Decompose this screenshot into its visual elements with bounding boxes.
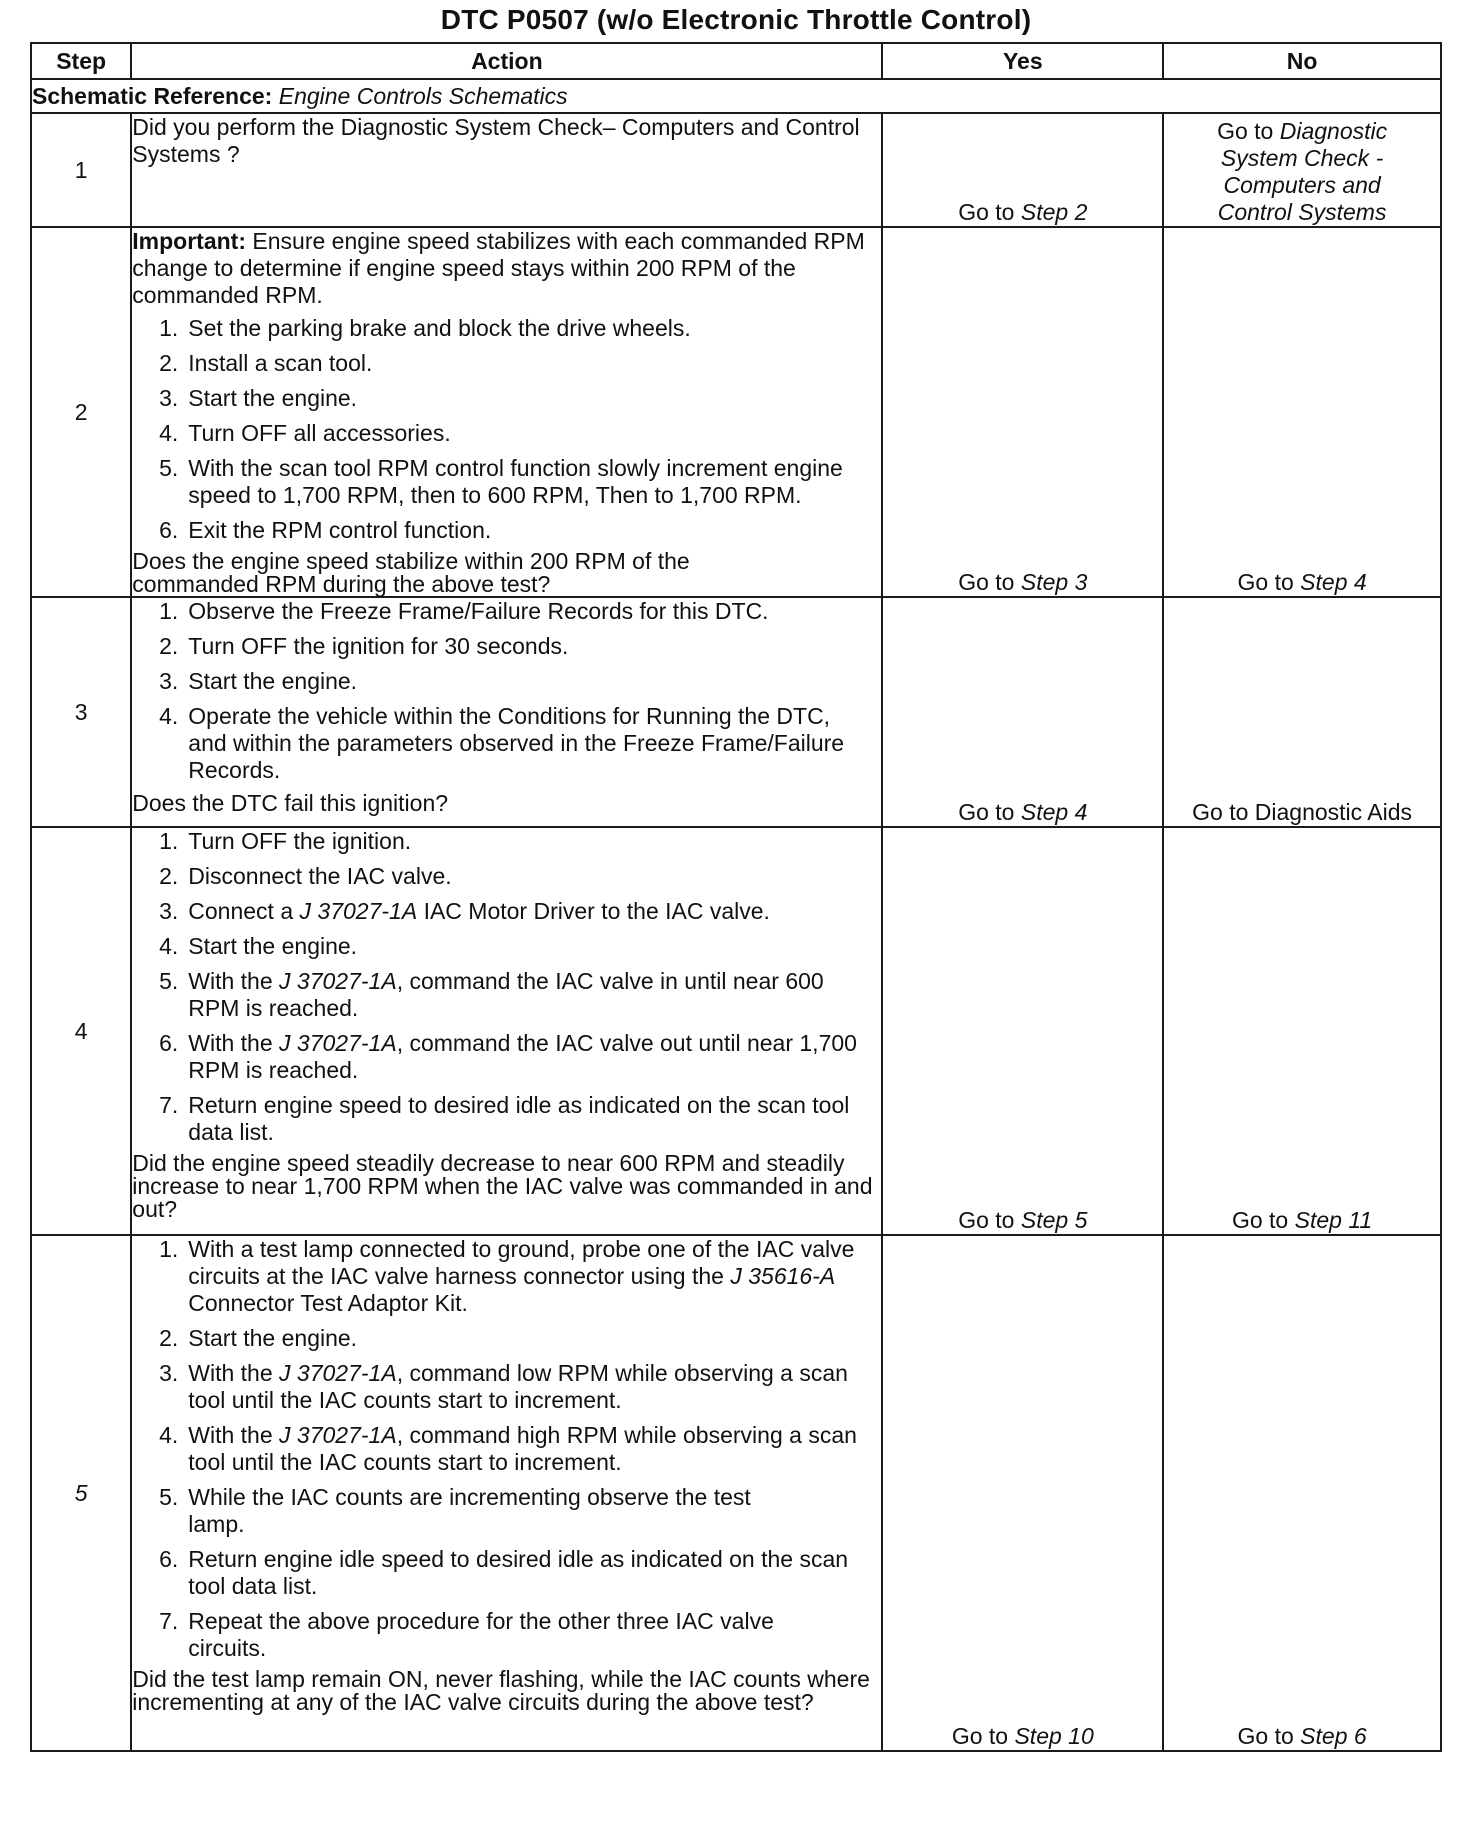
no-cell	[1163, 1235, 1441, 1751]
item-number: 1.	[159, 1236, 179, 1262]
item-number: 3.	[159, 385, 179, 411]
list-item	[132, 315, 881, 342]
header-yes: Yes	[882, 43, 1163, 79]
item-text: Disconnect the IAC valve.	[188, 863, 452, 889]
item-text: , command the IAC valve in until near 600 RPM is reached.	[188, 968, 824, 1021]
item-number: 2.	[159, 1325, 179, 1351]
list-item	[132, 828, 881, 855]
item-text: Observe the Freeze Frame/Failure Records for this DTC.	[188, 598, 769, 624]
yes-cell	[882, 227, 1163, 597]
important-note	[132, 228, 881, 309]
schematic-reference-row	[31, 79, 1441, 113]
no-prefix: Go to	[1237, 1723, 1294, 1749]
yes-step-link[interactable]: Step 3	[1020, 569, 1088, 595]
item-text: With the	[188, 1360, 273, 1386]
list-item	[132, 668, 881, 695]
list-item	[132, 1422, 881, 1476]
schematic-reference	[31, 79, 1441, 113]
tool-reference: J 37027-1A	[279, 968, 397, 994]
table-row	[31, 227, 1441, 597]
yes-cell	[882, 113, 1163, 227]
item-text: Start the engine.	[188, 1325, 358, 1351]
item-number: 6.	[159, 1546, 179, 1572]
step-question: Does the DTC fail this ignition?	[132, 790, 449, 816]
list-item	[132, 633, 881, 660]
no-cell	[1163, 113, 1441, 227]
item-text: Operate the vehicle within the Conditions for Running the DTC, and within the parameters observed in the Freeze Frame/Failure Records.	[188, 703, 845, 783]
item-number: 4.	[159, 933, 179, 959]
step-question: Did the test lamp remain ON, never flashing, while the IAC counts where incrementing at any of the IAC valve circuits during the above test?	[132, 1666, 870, 1715]
header-action: Action	[131, 43, 882, 79]
step-question: Did you perform the Diagnostic System Check– Computers and Control Systems ?	[132, 114, 860, 167]
action-cell	[131, 827, 882, 1235]
action-cell	[131, 227, 882, 597]
yes-cell	[882, 827, 1163, 1235]
item-number: 4.	[159, 703, 179, 729]
list-item	[132, 1236, 881, 1317]
item-number: 6.	[159, 517, 179, 543]
step-number: 4	[31, 827, 131, 1235]
item-number: 1.	[159, 315, 179, 341]
list-item	[132, 517, 881, 544]
step-question: Did the engine speed steadily decrease to near 600 RPM and steadily increase to near 1,700 RPM when the IAC valve was commanded in and out?	[132, 1150, 873, 1222]
table-row	[31, 1235, 1441, 1751]
no-cell	[1163, 597, 1441, 827]
item-number: 3.	[159, 1360, 179, 1386]
item-number: 7.	[159, 1608, 179, 1634]
item-text: Return engine idle speed to desired idle as indicated on the scan tool data list.	[188, 1546, 849, 1599]
item-text: With the scan tool RPM control function slowly increment engine speed to 1,700 RPM, then to 600 RPM, Then to 1,700 RPM.	[188, 455, 843, 508]
item-text: With the	[188, 1030, 273, 1056]
important-text: Ensure engine speed stabilizes with each commanded RPM change to determine if engine speed stays within 200 RPM of the commanded RPM.	[132, 228, 865, 308]
item-text: With a test lamp connected to ground, probe one of the IAC valve circuits at the IAC valve harness connector using the	[188, 1236, 855, 1289]
list-item	[132, 1092, 881, 1146]
item-text: Connect a	[188, 898, 294, 924]
no-cell	[1163, 227, 1441, 597]
item-text: Start the engine.	[188, 933, 358, 959]
item-number: 5.	[159, 455, 179, 481]
no-prefix: Go to	[1231, 1207, 1289, 1233]
no-step-link[interactable]: Diagnostic System Check - Computers and Control Systems	[1217, 118, 1388, 225]
header-no: No	[1163, 43, 1441, 79]
action-cell	[131, 597, 882, 827]
item-number: 6.	[159, 1030, 179, 1056]
item-text: Start the engine.	[188, 385, 358, 411]
yes-prefix: Go to	[958, 569, 1015, 595]
list-item	[132, 933, 881, 960]
item-number: 4.	[159, 420, 179, 446]
item-text: , command low RPM while observing a scan tool until the IAC counts start to increment.	[188, 1360, 848, 1413]
list-item	[132, 1030, 881, 1084]
list-item	[132, 455, 881, 509]
yes-step-link[interactable]: Step 10	[1014, 1723, 1094, 1749]
table-row	[31, 597, 1441, 827]
item-number: 3.	[159, 898, 179, 924]
list-item	[132, 1360, 881, 1414]
no-prefix: Go to	[1217, 118, 1274, 144]
item-text: Install a scan tool.	[188, 350, 373, 376]
yes-prefix: Go to	[958, 199, 1015, 225]
no-diagnostic-aids-link[interactable]: Go to Diagnostic Aids	[1192, 799, 1413, 825]
list-item	[132, 898, 881, 925]
item-number: 1.	[159, 598, 179, 624]
tool-reference: J 37027-1A	[299, 898, 418, 924]
tool-reference: J 37027-1A	[279, 1030, 397, 1056]
item-text: With the	[188, 968, 273, 994]
list-item	[132, 703, 881, 784]
procedure-list	[132, 828, 881, 1146]
yes-step-link[interactable]: Step 2	[1020, 199, 1088, 225]
schematic-reference-link[interactable]: Engine Controls Schematics	[278, 82, 568, 109]
no-step-link[interactable]: Step 11	[1294, 1207, 1373, 1233]
step-number: 5	[31, 1235, 131, 1751]
yes-prefix: Go to	[958, 1207, 1015, 1233]
item-text: Connector Test Adaptor Kit.	[188, 1290, 468, 1316]
item-text: Turn OFF all accessories.	[188, 420, 451, 446]
yes-cell	[882, 1235, 1163, 1751]
page-title: DTC P0507 (w/o Electronic Throttle Control)	[440, 4, 1032, 35]
item-number: 2.	[159, 863, 179, 889]
item-text: Turn OFF the ignition.	[188, 828, 412, 854]
tool-reference: J 37027-1A	[279, 1422, 397, 1448]
item-number: 2.	[159, 633, 179, 659]
list-item	[132, 863, 881, 890]
item-number: 5.	[159, 1484, 179, 1510]
table-row	[31, 827, 1441, 1235]
step-question: Does the engine speed stabilize within 200 RPM of the commanded RPM during the above test?	[132, 548, 690, 597]
diagnostic-table	[30, 42, 1442, 1752]
table-row	[31, 113, 1441, 227]
item-text: , command the IAC valve out until near 1,700 RPM is reached.	[188, 1030, 857, 1083]
list-item	[132, 1484, 881, 1538]
step-number: 2	[31, 227, 131, 597]
item-text: , command high RPM while observing a scan tool until the IAC counts start to increment.	[188, 1422, 857, 1475]
table-header-row	[31, 43, 1441, 79]
tool-reference: J 37027-1A	[279, 1360, 397, 1386]
item-text: With the	[188, 1422, 273, 1448]
item-text: Set the parking brake and block the drive wheels.	[188, 315, 691, 341]
item-text: IAC Motor Driver to the IAC valve.	[423, 898, 770, 924]
yes-prefix: Go to	[958, 799, 1015, 825]
action-cell	[131, 113, 882, 227]
list-item	[132, 420, 881, 447]
procedure-list	[132, 598, 881, 784]
item-text: Exit the RPM control function.	[188, 517, 492, 543]
item-text: Repeat the above procedure for the other three IAC valve circuits.	[188, 1608, 774, 1661]
yes-step-link[interactable]: Step 4	[1020, 799, 1088, 825]
yes-prefix: Go to	[951, 1723, 1009, 1749]
no-cell	[1163, 827, 1441, 1235]
item-number: 1.	[159, 828, 179, 854]
no-step-link[interactable]: Step 4	[1300, 569, 1367, 595]
list-item	[132, 1325, 881, 1352]
yes-cell	[882, 597, 1163, 827]
action-cell	[131, 1235, 882, 1751]
item-text: Turn OFF the ignition for 30 seconds.	[188, 633, 569, 659]
item-number: 3.	[159, 668, 179, 694]
list-item	[132, 350, 881, 377]
procedure-list	[132, 1236, 881, 1662]
list-item	[132, 1546, 881, 1600]
list-item	[132, 968, 881, 1022]
step-number: 3	[31, 597, 131, 827]
item-text: Start the engine.	[188, 668, 358, 694]
step-number: 1	[31, 113, 131, 227]
item-text: Return engine speed to desired idle as indicated on the scan tool data list.	[188, 1092, 850, 1145]
schematic-reference-label: Schematic Reference:	[32, 82, 273, 109]
item-text: While the IAC counts are incrementing observe the test lamp.	[188, 1484, 751, 1537]
yes-step-link[interactable]: Step 5	[1020, 1207, 1088, 1233]
tool-reference: J 35616-A	[730, 1263, 836, 1289]
item-number: 4.	[159, 1422, 179, 1448]
important-label: Important:	[132, 228, 246, 254]
header-step: Step	[31, 43, 131, 79]
no-step-link[interactable]: Step 6	[1300, 1723, 1367, 1749]
list-item	[132, 385, 881, 412]
no-prefix: Go to	[1237, 569, 1294, 595]
list-item	[132, 1608, 881, 1662]
item-number: 2.	[159, 350, 179, 376]
procedure-list	[132, 315, 881, 544]
list-item	[132, 598, 881, 625]
item-number: 7.	[159, 1092, 179, 1118]
item-number: 5.	[159, 968, 179, 994]
